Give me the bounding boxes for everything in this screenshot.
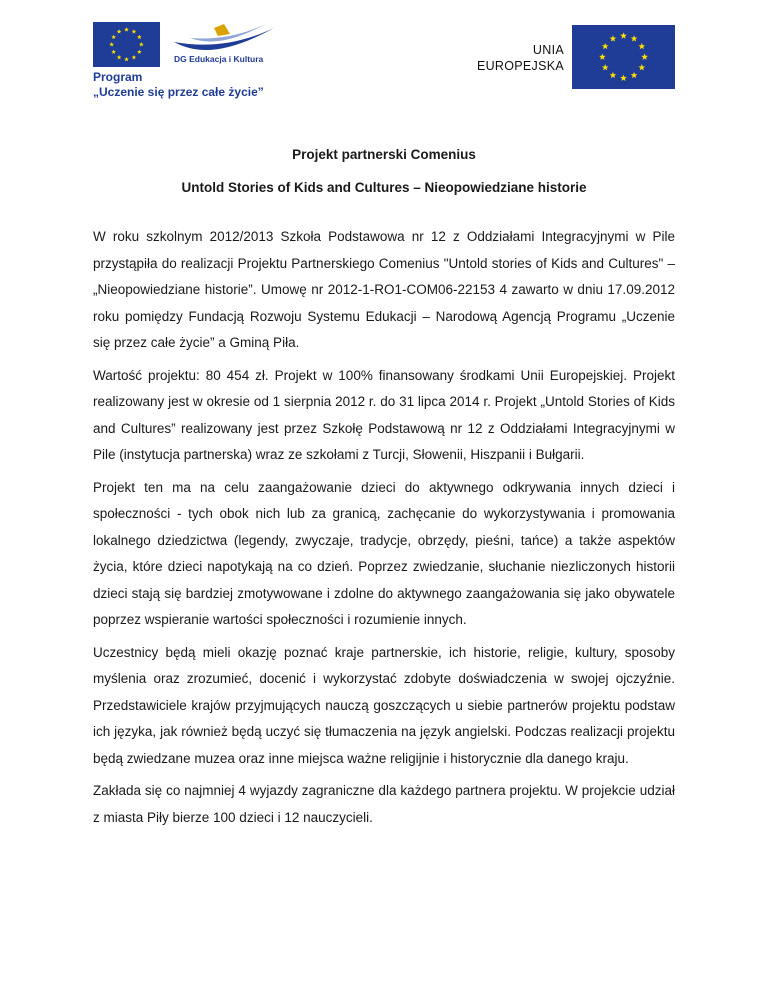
eu-star-icon [124, 27, 129, 31]
eu-star-icon [139, 42, 144, 46]
eu-star-icon [137, 49, 142, 53]
eu-star-icon [599, 53, 606, 59]
eu-star-icon [132, 55, 137, 59]
program-label: Program [93, 70, 143, 84]
eu-star-icon [132, 29, 137, 33]
program-name: „Uczenie się przez całe życie” [93, 85, 264, 99]
eu-star-icon [602, 64, 609, 70]
paragraph: W roku szkolnym 2012/2013 Szkoła Podstawowa nr 12 z Oddziałami Integracyjnymi w Pile przystąpiła do realizacji Projektu Partnerskiego Comenius "Untold stories of Kids and Cultures" – „Nieopowiedziane historie”. Umowę nr 2012-1-RO1-COM06-22153 4 zawarto w dniu 17.09.2012 roku pomiędzy Fundacją Rozwoju Systemu Edukacji – Narodową Agencją Programu „Uczenie się przez całe życie” a Gminą Piła. [93, 229, 675, 350]
paragraph: Wartość projektu: 80 454 zł. Projekt w 100% finansowany środkami Unii Europejskiej. Projekt realizowany jest w okresie od 1 sierpnia 2012 r. do 31 lipca 2014 r. Projekt „Untold Stories of Kids and Cultures” realizowany jest przez Szkołę Podstawową nr 12 z Oddziałami Integracyjnymi w Pile (instytucja partnerska) wraz ze szkołami z Turcji, Słowenii, Hiszpanii i Bułgarii. [93, 367, 675, 462]
eu-star-icon [124, 57, 129, 61]
eu-star-icon [111, 49, 116, 53]
unia-europejska-label [472, 42, 564, 74]
eu-star-icon [631, 35, 638, 41]
paragraph: Uczestnicy będą mieli okazję poznać kraje partnerskie, ich historie, religie, kultury, sposoby myślenia oraz zrozumieć, docenić i wykorzystać zdobyte doświadczenia w swojej ojczyźnie. Przedstawiciele krajów przyjmujących nauczą goszczących u siebie partnerów projektu podstaw ich języka, jak również będą uczyć się tłumaczenia na język angielski. Podczas realizacji projektu będą zwiedzane muzea oraz inne miejsca ważne religijnie i historycznie dla danego kraju. [93, 644, 675, 766]
eu-star-icon [631, 72, 638, 78]
document-header [0, 0, 768, 110]
eu-star-icon [620, 75, 627, 81]
eu-star-icon [610, 72, 617, 78]
paragraph: Zakłada się co najmniej 4 wyjazdy zagraniczne dla każdego partnera projektu. W projekcie udział z miasta Piły bierze 100 dzieci i 12 nauczycieli. [93, 783, 675, 825]
dg-logo-text: DG Edukacja i Kultura [174, 54, 264, 64]
document-body [93, 224, 675, 837]
eu-star-icon [641, 53, 648, 59]
eu-star-icon [137, 35, 142, 39]
eu-star-icon [109, 42, 114, 46]
paragraph: Projekt ten ma na celu zaangażowanie dzieci do aktywnego odkrywania innych dzieci i społeczności - tych obok nich lub za granicą, zachęcanie do wykorzystywania i promowania lokalnego dziedzictwa (legendy, zwyczaje, tradycje, obrzędy, pieśni, tańce) a także aspektów życia, które dzieci napotykają na co dzień. Poprzez zwiedzanie, słuchanie niezliczonych historii dzieci stają się bardziej zmotywowane i zdolne do aktywnego zaangażowania się jako obywatele poprzez wspieranie wartości społeczności i rozumienie innych. [93, 479, 675, 627]
eu-star-icon [111, 35, 116, 39]
unia-label-line1: UNIA [532, 43, 564, 57]
dg-swoosh-icon [170, 22, 280, 56]
unia-label-line2: EUROPEJSKA [476, 59, 564, 73]
eu-star-icon [638, 64, 645, 70]
eu-star-icon [117, 29, 122, 33]
document-subtitle: Untold Stories of Kids and Cultures – Nieopowiedziane historie [181, 180, 587, 195]
document-titles [0, 146, 768, 197]
document-title: Projekt partnerski Comenius [292, 147, 476, 162]
eu-star-icon [620, 32, 627, 38]
eu-star-icon [117, 55, 122, 59]
eu-star-icon [638, 43, 645, 49]
eu-star-icon [602, 43, 609, 49]
eu-flag-small-icon [93, 22, 160, 67]
eu-flag-large-icon [572, 25, 675, 89]
dg-education-culture-logo [170, 22, 280, 68]
eu-star-icon [610, 35, 617, 41]
